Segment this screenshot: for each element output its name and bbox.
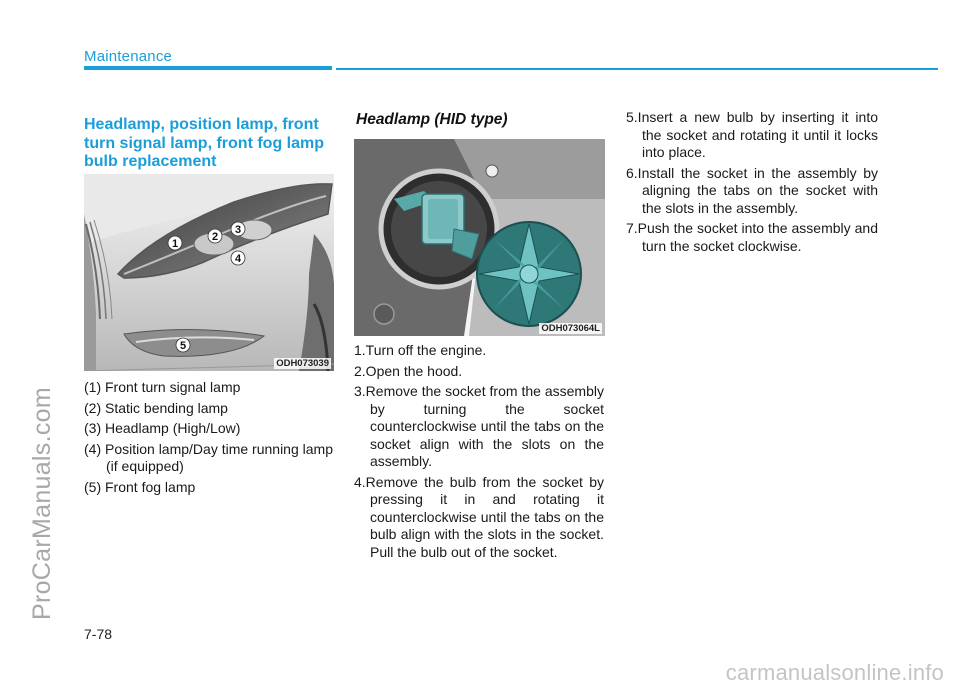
callout-5: [176, 338, 190, 352]
callout-3: [231, 222, 245, 236]
headlamp-figure: [84, 174, 334, 371]
section-heading: Headlamp, position lamp, front turn signal lamp, front fog lamp bulb replacement: [84, 116, 324, 170]
hid-figure: [354, 139, 605, 336]
figure-code: ODH073064L: [541, 323, 600, 334]
procedure-step: 6.Install the socket in the assembly by aligning the tabs on the socket with the slots in the assembly.: [626, 164, 878, 216]
procedure-step: 2.Open the hood.: [354, 362, 463, 379]
procedure-step: 1.Turn off the engine.: [354, 342, 487, 358]
callout-layer: [84, 174, 334, 371]
header-rule: [336, 68, 938, 70]
list-item: (3) Headlamp (High/Low): [84, 420, 241, 436]
svg-text:1: 1: [171, 238, 179, 250]
list-item: (4) Position lamp/Day time running lamp (if equipped): [84, 440, 333, 474]
side-watermark: ProCarManuals.com: [28, 387, 56, 620]
procedure-step: 5.Insert a new bulb by inserting it into the socket and rotating it until it locks into place.: [626, 109, 878, 160]
svg-text:4: 4: [234, 253, 242, 265]
svg-text:5: 5: [179, 340, 187, 352]
procedure-step: 4.Remove the bulb from the socket by pressing it in and rotating it counterclockwise until the tabs on the bulb align with the slots in the socket. Pull the bulb out of the socket.: [354, 473, 604, 560]
page-number: 7-78: [84, 626, 113, 642]
figure-code: ODH073039: [276, 358, 329, 369]
list-item: (1) Front turn signal lamp: [84, 379, 241, 395]
procedure-step: 3.Remove the socket from the assembly by turning the socket counterclockwise until the tabs on the socket align with the slots on the assembly.: [354, 383, 604, 469]
list-item: (2) Static bending lamp: [84, 399, 228, 416]
header-rule-accent: [84, 66, 332, 70]
svg-text:3: 3: [234, 224, 242, 236]
procedure-steps: [354, 342, 604, 564]
component-list: [84, 379, 334, 499]
svg-text:2: 2: [211, 231, 219, 243]
procedure-steps-continued: [626, 109, 878, 258]
section-title: Maintenance: [84, 48, 173, 65]
callout-1: [168, 236, 182, 250]
hid-socket-illustration: [354, 139, 605, 336]
procedure-step: 7.Push the socket into the assembly and turn the socket clockwise.: [626, 220, 878, 254]
callout-2: [208, 229, 222, 243]
subsection-heading: Headlamp (HID type): [356, 111, 508, 128]
list-item: (5) Front fog lamp: [84, 478, 196, 495]
footer-watermark: carmanualsonline.info: [725, 660, 944, 685]
callout-4: [231, 251, 245, 265]
